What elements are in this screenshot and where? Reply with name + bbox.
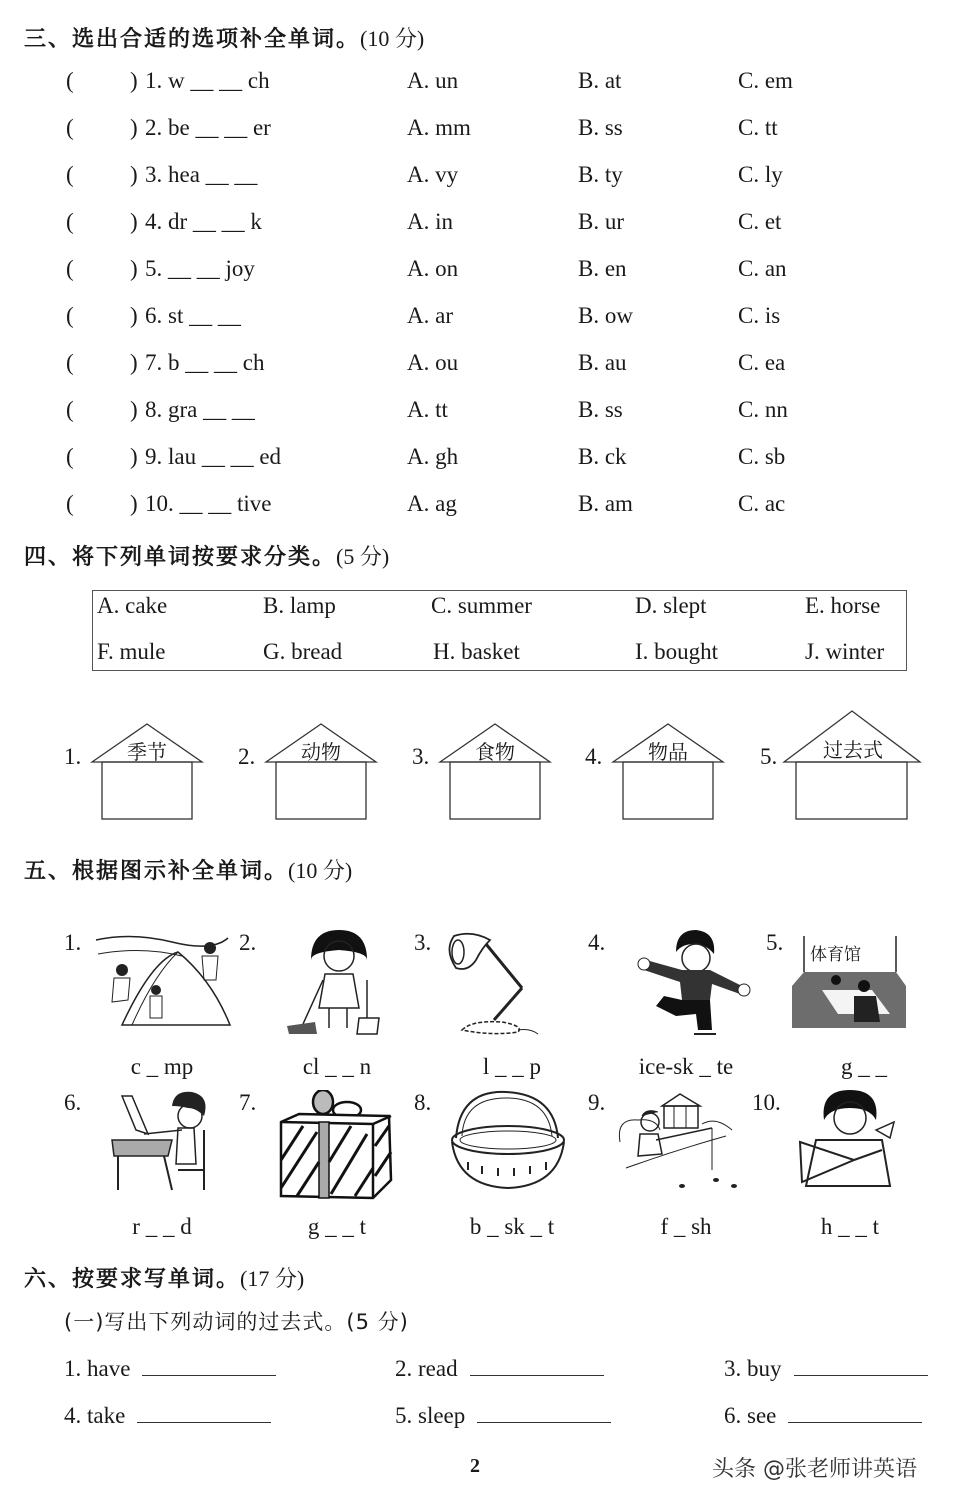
section-4-title: 四、将下列单词按要求分类。(5 分) [24,544,390,570]
option-b: B. am [578,491,633,516]
answer-paren-open[interactable]: ( [66,256,74,281]
incomplete-word: ice-sk _ te [638,1054,734,1079]
option-b: B. ow [578,303,633,328]
question-row [0,209,957,256]
question-row [0,491,957,538]
word-bank-item: E. horse [805,593,881,618]
picture-item-9: 9. f _ sh [588,1090,758,1245]
question-stem: 10. __ __ tive [145,491,272,516]
answer-paren-open[interactable]: ( [66,397,74,422]
word-bank-item: F. mule [97,639,166,664]
picture-item-4: 4. ice-sk _ te [588,930,758,1085]
option-c: C. et [738,209,782,234]
option-a: A. ag [407,491,457,516]
option-a: A. in [407,209,453,234]
question-stem: 8. gra __ __ [145,397,255,422]
option-c: C. sb [738,444,786,469]
picture-item-10: 10. h _ _ t [752,1090,922,1245]
incomplete-word: c _ mp [130,1054,194,1079]
option-b: B. ss [578,397,623,422]
gym-picture [792,936,906,1034]
answer-box[interactable] [623,762,713,819]
incomplete-word: g _ _ [841,1054,887,1079]
word-bank-item: B. lamp [263,593,336,618]
picture-item-1: 1. c _ mp [64,930,234,1085]
answer-paren-open[interactable]: ( [66,350,74,375]
question-row [0,397,957,444]
question-row [0,303,957,350]
incomplete-word: g _ _ t [307,1214,367,1239]
option-c: C. an [738,256,787,281]
verb-item-3: 3. buy [724,1355,928,1382]
question-row [0,444,957,491]
option-c: C. em [738,68,793,93]
option-b: B. en [578,256,627,281]
picture-item-6: 6. r _ _ d [64,1090,234,1245]
question-stem: 9. lau __ __ ed [145,444,282,469]
answer-paren-close: ) [130,350,138,375]
house-outline-icon [238,710,398,825]
answer-paren-open[interactable]: ( [66,115,74,140]
option-c: C. ac [738,491,786,516]
option-b: B. ss [578,115,623,140]
picture-item-7: 7. g _ _ t [239,1090,409,1245]
answer-paren-open[interactable]: ( [66,209,74,234]
verb-item-1: 1. have [64,1355,276,1382]
basket-picture [442,1090,582,1200]
question-stem: 3. hea __ __ [145,162,258,187]
answer-paren-close: ) [130,491,138,516]
option-a: A. mm [407,115,471,140]
answer-paren-close: ) [130,397,138,422]
option-b: B. ur [578,209,624,234]
boy-skating-picture [616,930,756,1040]
answer-paren-close: ) [130,303,138,328]
verb-item-2: 2. read [395,1355,604,1382]
option-a: A. tt [407,397,448,422]
word-bank-item: G. bread [263,639,343,664]
answer-blank[interactable] [788,1402,922,1423]
word-bank-item: I. bought [635,639,719,664]
word-bank-item: J. winter [805,639,885,664]
answer-paren-close: ) [130,209,138,234]
option-b: B. at [578,68,622,93]
option-b: B. ty [578,162,623,187]
answer-box[interactable] [276,762,366,819]
option-c: C. nn [738,397,788,422]
answer-paren-close: ) [130,115,138,140]
answer-blank[interactable] [137,1402,271,1423]
option-c: C. ly [738,162,783,187]
option-c: C. tt [738,115,778,140]
house-outline-icon [585,710,745,825]
answer-blank[interactable] [142,1355,276,1376]
incomplete-word: b _ sk _ t [469,1214,555,1239]
house-outline-icon [760,710,930,825]
answer-paren-close: ) [130,68,138,93]
incomplete-word: h _ _ t [820,1214,880,1239]
watermark: 头条 @张老师讲英语 [712,1457,917,1482]
camp-tent-picture [92,930,232,1040]
gift-box-picture [267,1090,407,1200]
word-bank-box [92,590,907,671]
question-stem: 4. dr __ __ k [145,209,262,234]
answer-blank[interactable] [477,1402,611,1423]
option-a: A. ar [407,303,453,328]
answer-paren-open[interactable]: ( [66,444,74,469]
verb-item-5: 5. sleep [395,1402,611,1429]
verb-item-6: 6. see [724,1402,922,1429]
gym-sign-label: 体育馆 [810,945,861,965]
option-c: C. ea [738,350,786,375]
question-row [0,68,957,115]
picture-item-5: 5. 体育馆 g _ _ [766,930,936,1085]
word-bank-item: D. slept [635,593,707,618]
question-stem: 7. b __ __ ch [145,350,265,375]
boy-fishing-picture [616,1090,756,1200]
option-b: B. au [578,350,627,375]
boy-reading-picture [92,1090,232,1200]
option-a: A. vy [407,162,459,187]
answer-box[interactable] [450,762,540,819]
answer-blank[interactable] [470,1355,604,1376]
picture-item-3: 3. l _ _ p [414,930,584,1085]
picture-item-8: 8. b _ sk _ t [414,1090,584,1245]
page-number: 2 [470,1455,480,1477]
question-row [0,162,957,209]
question-row [0,256,957,303]
answer-blank[interactable] [794,1355,928,1376]
verb-item-4: 4. take [64,1402,271,1429]
answer-paren-open[interactable]: ( [66,162,74,187]
option-b: B. ck [578,444,627,469]
girl-sweeping-picture [267,930,407,1040]
answer-box[interactable] [102,762,192,819]
incomplete-word: cl _ _ n [302,1054,372,1079]
desk-lamp-picture [442,930,582,1040]
option-a: A. ou [407,350,459,375]
incomplete-word: f _ sh [660,1214,712,1239]
question-row [0,350,957,397]
section-3-title: 三、选出合适的选项补全单词。(10 分) [24,26,425,52]
option-a: A. gh [407,444,459,469]
incomplete-word: r _ _ d [132,1214,192,1239]
answer-box[interactable] [796,762,907,819]
answer-paren-close: ) [130,162,138,187]
answer-paren-open[interactable]: ( [66,491,74,516]
word-bank-item: A. cake [97,593,168,618]
incomplete-word: l _ _ p [482,1054,542,1079]
question-row [0,115,957,162]
picture-item-2: 2. cl _ _ n [239,930,409,1085]
answer-paren-open[interactable]: ( [66,303,74,328]
section-5-title: 五、根据图示补全单词。(10 分) [24,858,353,884]
house-outline-icon [412,710,572,825]
answer-paren-open[interactable]: ( [66,68,74,93]
word-bank-item: H. basket [433,639,520,664]
option-a: A. on [407,256,459,281]
option-c: C. is [738,303,781,328]
question-stem: 2. be __ __ er [145,115,271,140]
house-outline-icon [64,710,224,825]
option-a: A. un [407,68,459,93]
answer-paren-close: ) [130,256,138,281]
question-stem: 1. w __ __ ch [145,68,270,93]
question-stem: 6. st __ __ [145,303,241,328]
section-6-title: 六、按要求写单词。(17 分) [24,1266,305,1292]
word-bank-item: C. summer [431,593,532,618]
question-stem: 5. __ __ joy [145,256,255,281]
answer-paren-close: ) [130,444,138,469]
girl-hurt-arm-picture [794,1090,934,1200]
section-6-subtitle: (一)写出下列动词的过去式。(5 分) [64,1310,409,1334]
